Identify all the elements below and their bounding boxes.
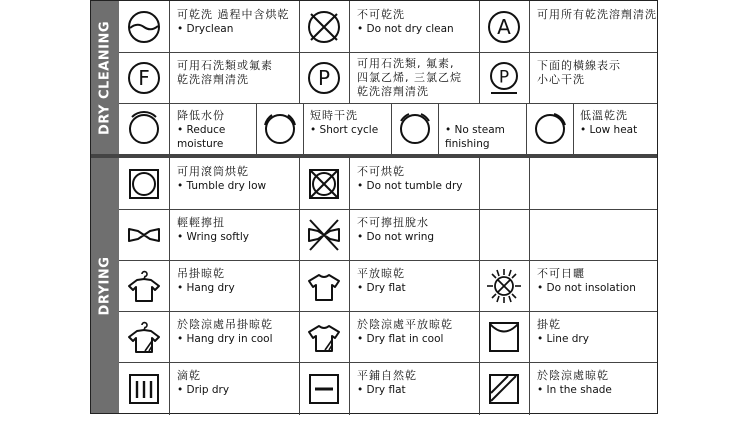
circle-p-underline-icon xyxy=(479,52,529,103)
grid-line xyxy=(119,52,657,53)
circle-f-icon xyxy=(119,52,169,103)
do-not-tumble-dry-icon xyxy=(299,158,349,209)
tumble-dry-low-text: 可用滾筒烘乾 • Tumble dry low xyxy=(177,165,267,192)
wring-softly-icon xyxy=(119,209,169,260)
grid-line xyxy=(169,158,170,415)
do-not-tumble-dry-text: 不可烘乾 • Do not tumble dry xyxy=(357,165,463,192)
dry-flat-shirt-text: 平放晾乾 • Dry flat xyxy=(357,267,406,294)
circle-a-icon xyxy=(479,1,529,52)
circle-p-text: 可用石洗類, 氟素, 四氯乙烯, 三氯乙烷 乾洗溶劑清洗 xyxy=(357,57,462,98)
dry-flat-cool-icon xyxy=(299,311,349,362)
grid-line xyxy=(119,311,657,312)
grid-line xyxy=(573,103,574,154)
svg-text:F: F xyxy=(138,65,150,90)
tumble-dry-low-icon xyxy=(119,158,169,209)
grid-line xyxy=(529,158,530,415)
do-not-wring-text: 不可擰扭脫水 • Do not wring xyxy=(357,216,435,243)
do-not-insolation-text: 不可日曬 • Do not insolation xyxy=(537,267,636,294)
do-not-wring-icon xyxy=(299,209,349,260)
svg-text:A: A xyxy=(497,14,511,39)
grid-line xyxy=(349,1,350,103)
dry-flat-cool-text: 於陰涼處平放晾乾 • Dry flat in cool xyxy=(357,318,453,345)
reduce-moisture-icon xyxy=(119,103,169,154)
do-not-dryclean-text: 不可乾洗 • Do not dry clean xyxy=(357,8,454,35)
grid-line xyxy=(119,103,657,104)
section-label-drying xyxy=(91,158,119,413)
do-not-insolation-icon xyxy=(479,260,529,311)
grid-line xyxy=(169,1,170,103)
circle-f-text: 可用石洗類或氟素 乾洗溶劑清洗 xyxy=(177,59,273,86)
dry-flat-line-icon xyxy=(299,362,349,415)
grid-line xyxy=(169,103,170,154)
dryclean-circle-icon xyxy=(119,1,169,52)
section-label-dry-cleaning xyxy=(91,1,119,154)
dryclean-text: 可乾洗 過程中含烘乾 • Dryclean xyxy=(177,8,290,35)
reduce-moisture-text: 降低水份 • Reduce moisture xyxy=(177,109,226,150)
hang-dry-icon xyxy=(119,260,169,311)
no-steam-icon xyxy=(391,103,438,154)
no-steam-text: • No steam finishing xyxy=(445,124,505,150)
dry-cleaning-label: DRY CLEANING xyxy=(97,20,113,135)
drip-dry-icon xyxy=(119,362,169,415)
hang-dry-cool-text: 於陰涼處吊掛晾乾 • Hang dry in cool xyxy=(177,318,273,345)
grid-line xyxy=(119,209,657,210)
section-divider xyxy=(91,154,657,158)
grid-line xyxy=(349,158,350,415)
circle-p-underline-text: 下面的橫線表示 小心干洗 xyxy=(537,59,621,86)
do-not-dryclean-icon xyxy=(299,1,349,52)
care-symbols-table xyxy=(90,0,658,414)
short-cycle-text: 短時干洗 • Short cycle xyxy=(310,109,379,136)
grid-line xyxy=(119,260,657,261)
drying-label: DRYING xyxy=(97,256,113,315)
low-heat-text: 低溫乾洗 • Low heat xyxy=(580,109,638,136)
in-the-shade-icon xyxy=(479,362,529,415)
wring-softly-text: 輕輕擰扭 • Wring softly xyxy=(177,216,249,243)
grid-line xyxy=(529,1,530,103)
grid-line xyxy=(303,103,304,154)
in-the-shade-text: 於陰涼處晾乾 • In the shade xyxy=(537,369,612,396)
grid-line xyxy=(119,362,657,363)
svg-text:P: P xyxy=(317,65,331,90)
hang-dry-text: 吊掛晾乾 • Hang dry xyxy=(177,267,235,294)
svg-text:P: P xyxy=(498,67,510,87)
grid-line xyxy=(438,103,439,154)
hang-dry-cool-icon xyxy=(119,311,169,362)
line-dry-icon xyxy=(479,311,529,362)
circle-a-text: 可用所有乾洗溶劑清洗 xyxy=(537,8,657,21)
dry-flat-shirt-icon xyxy=(299,260,349,311)
dry-flat-line-text: 平鋪自然乾 • Dry flat xyxy=(357,369,417,396)
circle-p-icon xyxy=(299,52,349,103)
drip-dry-text: 滴乾 • Drip dry xyxy=(177,369,230,396)
low-heat-icon xyxy=(526,103,573,154)
line-dry-text: 掛乾 • Line dry xyxy=(537,318,589,345)
short-cycle-icon xyxy=(256,103,303,154)
